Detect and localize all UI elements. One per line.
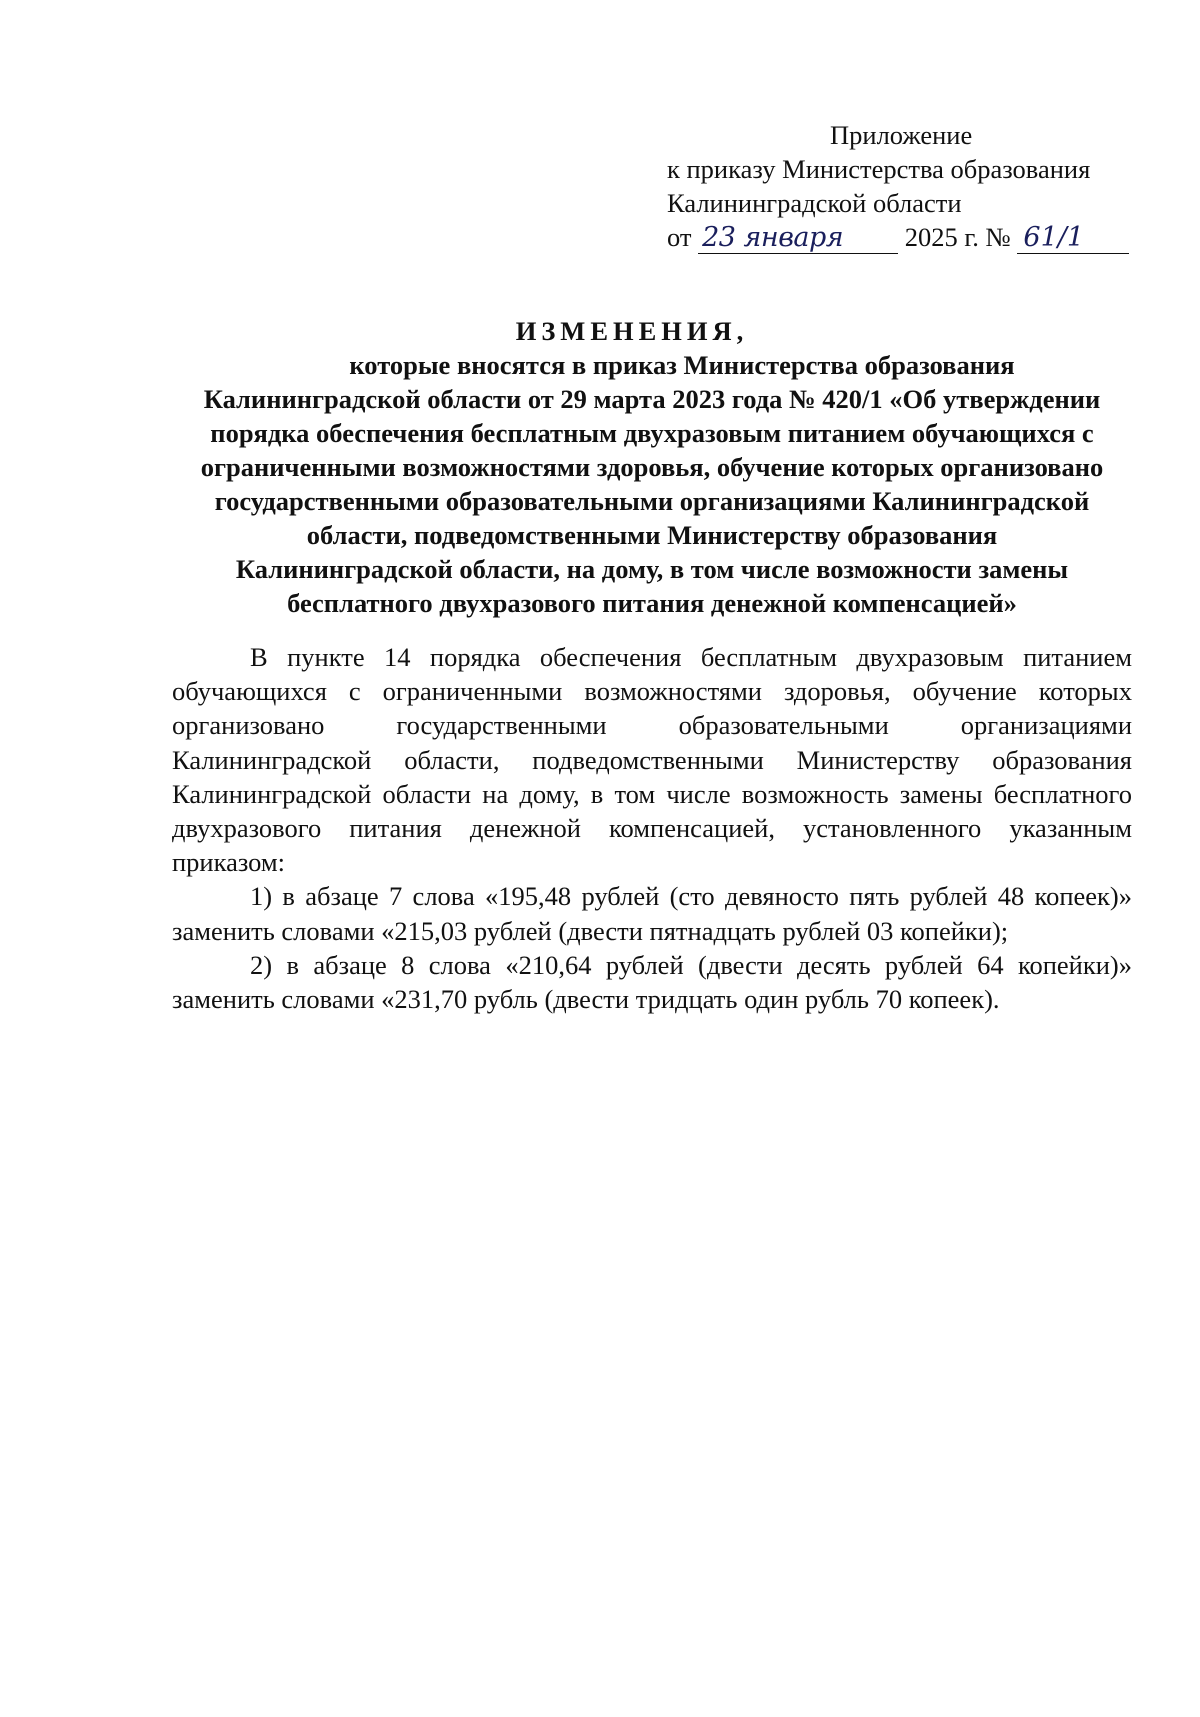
appendix-block: [667, 118, 1147, 254]
handwritten-date: 23 января: [698, 223, 898, 254]
title-line: которые вносятся в приказ Министерства образования: [349, 350, 1015, 380]
appendix-label: Приложение: [830, 120, 973, 150]
title-line: бесплатного двухразового питания денежной компенсацией»: [287, 588, 1017, 618]
title-line: Калининградской области от 29 марта 2023 года № 420/1 «Об утверждении: [203, 384, 1101, 414]
handwritten-order-number: 61/1: [1017, 223, 1129, 254]
title-line: ограниченными возможностями здоровья, обучение которых организовано: [200, 452, 1104, 482]
amendment-item-2: 2) в абзаце 8 слова «210,64 рублей (двести десять рублей 64 копейки)» заменить словами «231,70 рубль (двести тридцать один рубль 70 копеек).: [172, 949, 1132, 1015]
document-body: [172, 640, 1132, 1016]
appendix-region: Калининградской области: [667, 188, 962, 218]
title-line: Калининградской области, на дому, в том числе возможности замены: [235, 554, 1069, 584]
title-line: области, подведомственными Министерству образования: [306, 520, 998, 550]
amendment-item-1: 1) в абзаце 7 слова «195,48 рублей (сто девяносто пять рублей 48 копеек)» заменить словами «215,03 рублей (двести пятнадцать рублей 03 копейки);: [172, 881, 1132, 946]
appendix-order-reference: к приказу Министерства образования: [667, 154, 1091, 184]
appendix-date-line: [667, 220, 1147, 254]
date-prefix: от: [667, 222, 692, 252]
title-heading: ИЗМЕНЕНИЯ,: [515, 316, 749, 346]
document-title: [172, 314, 1132, 620]
title-line: государственными образовательными организациями Калининградской: [214, 486, 1090, 516]
intro-paragraph: В пункте 14 порядка обеспечения бесплатным двухразовым питанием обучающихся с ограниченными возможностями здоровья, обучение которых организовано государственными образовательными организациями Калининградской области, подведомственными Министерству образования Калининградской области на дому, в том числе возможность замены бесплатного двухразового питания денежной компенсацией, установленного указанным приказом:: [172, 642, 1132, 878]
year-and-number-label: 2025 г. №: [904, 222, 1011, 252]
title-line: порядка обеспечения бесплатным двухразовым питанием обучающихся с: [210, 418, 1094, 448]
